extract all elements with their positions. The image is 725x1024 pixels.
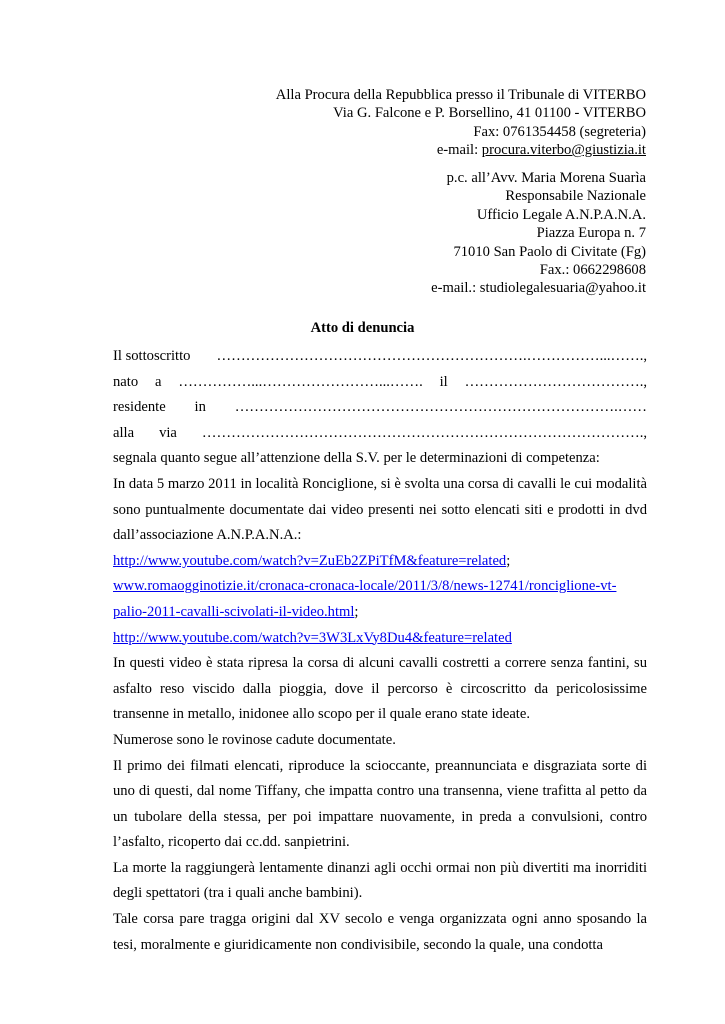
video-link-2-part: palio-2011-cavalli-scivolati-il-video.html [113,603,355,620]
recipient-email-line [276,141,646,159]
form-dots: …………………………………………………………………….…… [234,399,647,416]
video-link-2[interactable] [113,578,616,620]
paragraph: La morte la raggiungerà lentamente dinanzi agli occhi ormai non più divertiti ma inorriditi degli spettatori (tra i quali anche bambini). [113,859,647,902]
link-line [113,626,647,652]
recipient-line: Fax: 0761354458 (segreteria) [473,123,646,140]
form-label: residente [113,399,166,416]
form-label: via [159,424,177,441]
form-label: a [154,373,162,390]
form-line-via [113,421,647,447]
form-dots: ……………...……………………...……. [178,373,423,390]
cc-line: Fax.: 0662298608 [539,262,646,279]
cc-line: e-mail.: studiolegalesuaria@yahoo.it [431,280,646,297]
video-link-2-part: www.romaogginotizie.it/cronaca-cronaca-locale/2011/3/8/news-12741/ronciglione-vt- [113,578,617,595]
link-separator: ; [354,603,359,620]
recipient-line: Via G. Falcone e P. Borsellino, 41 01100 - VITERBO [333,105,646,122]
form-label: il [439,373,448,390]
link-line [113,574,647,625]
video-link-3[interactable]: http://www.youtube.com/watch?v=3W3LxVy8Du4&feature=related [113,629,512,646]
link-separator: ; [506,552,511,569]
form-label: Il sottoscritto [113,348,191,364]
cc-line: p.c. all’Avv. Maria Morena Suarìa [446,170,646,186]
form-line-sottoscritto [113,344,647,370]
form-line-nato [113,370,647,396]
recipient-email-link[interactable]: procura.viterbo@giustizia.it [481,142,646,159]
video-link-1[interactable]: http://www.youtube.com/watch?v=ZuEb2ZPiTfM&feature=related [113,552,507,569]
form-label: alla [113,424,135,441]
cc-line: 71010 San Paolo di Civitate (Fg) [453,243,646,260]
document-title: Atto di denuncia [310,320,415,336]
form-label: nato [113,373,139,390]
paragraph: In questi video è stata ripresa la corsa di alcuni cavalli costretti a correre senza fantini, su asfalto reso viscido dalla pioggia, dove il percorso è circoscritto da pericolosissime transenne in metallo, inidonee allo scopo per il quale erano state ideate. [113,655,647,723]
form-dots: ……………………………………………………….……………...……., [216,348,647,364]
recipient-address [276,86,646,160]
paragraph: In data 5 marzo 2011 in località Ronciglione, si è svolta una corsa di cavalli le cui modalità sono puntualmente documentate dai video presenti nei sotto elencati siti e prodotti in dvd dall’associazione A.N.P.A.N.A.: [113,475,647,544]
link-line [113,549,647,575]
paragraph: Il primo dei filmati elencati, riproduce la scioccante, preannunciata e disgraziata sorte di uno di questi, dal nome Tiffany, che impatta contro una transenna, viene trafitta al petto da un tubolare della stessa, per poi impattare nuovamente, in preda a convulsioni, contro l’asfalto, ricoperto dai cc.dd. sanpietrini. [113,757,647,851]
form-dots: ………………………………………………………………………………., [201,424,647,441]
form-line-residente [113,395,647,421]
recipient-line: Alla Procura della Repubblica presso il Tribunale di VITERBO [275,87,646,103]
cc-line: Piazza Europa n. 7 [536,225,646,242]
document-body [113,344,647,958]
paragraph: Numerose sono le rovinose cadute documentate. [113,731,396,748]
form-dots: ………………………………., [464,373,647,390]
cc-address [431,169,646,298]
paragraph: Tale corsa pare tragga origini dal XV secolo e venga organizzata ogni anno sposando la tesi, moralmente e giuridicamente non condivisibile, secondo la quale, una condotta [113,911,647,953]
paragraph: segnala quanto segue all’attenzione della S.V. per le determinazioni di competenza: [113,450,600,467]
form-label: in [194,399,206,416]
cc-line: Responsabile Nazionale [505,188,646,205]
cc-line: Ufficio Legale A.N.P.A.N.A. [476,206,646,223]
email-prefix: e-mail: [436,142,482,159]
